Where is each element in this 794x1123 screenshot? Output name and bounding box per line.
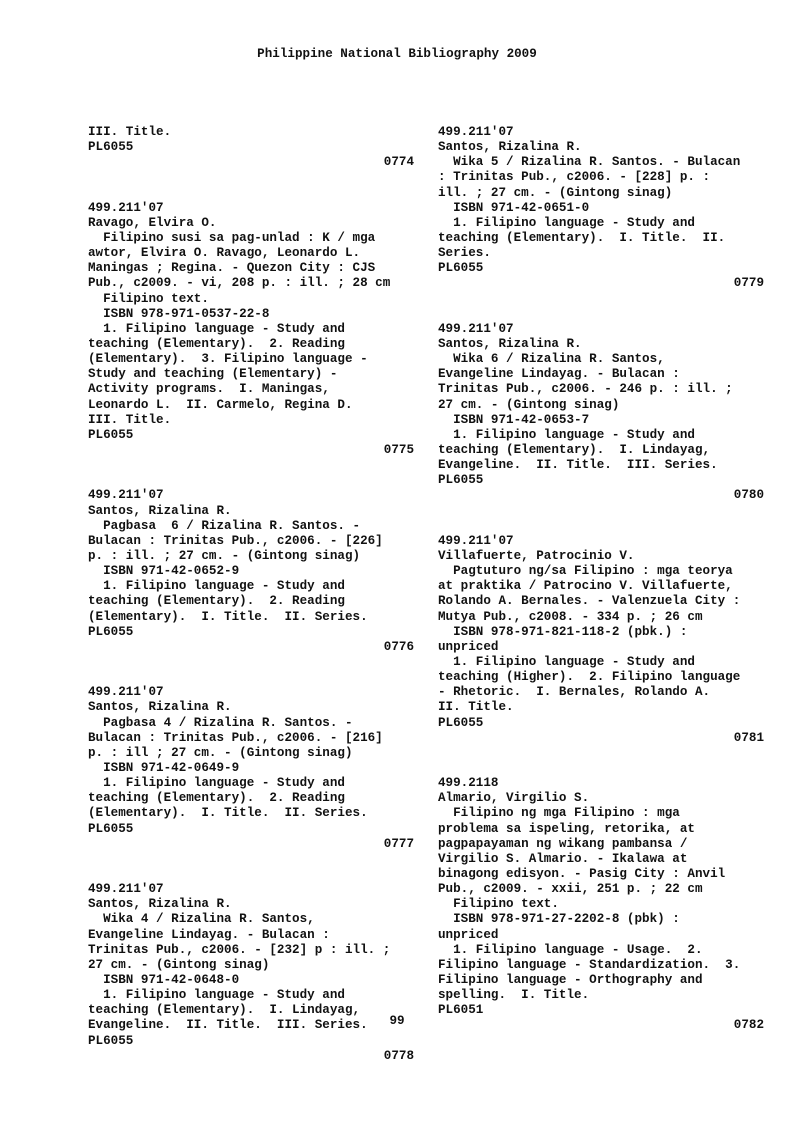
entry-line: Pagtuturo ng/sa Filipino : mga teorya — [438, 564, 733, 579]
entry-line: teaching (Elementary). I. Title. II. — [438, 230, 726, 245]
entry-line: PL6051 — [438, 1003, 484, 1018]
entry-line: ISBN 978-971-0537-22-8 — [88, 306, 270, 321]
entry-line: Santos, Rizalina R. — [438, 140, 582, 155]
entry-line: Filipino text. — [88, 291, 209, 306]
entry-line: Filipino language - Standardization. 3. — [438, 957, 741, 972]
entry-line: PL6055 — [88, 624, 134, 639]
entry-line: 1. Filipino language - Study and — [438, 427, 695, 442]
entry-line: 27 cm. - (Gintong sinag) — [438, 397, 620, 412]
entry-line: 1. Filipino language - Study and — [88, 988, 345, 1003]
entry-spacer — [438, 746, 764, 776]
bibliographic-entry — [438, 125, 764, 292]
entry-line: p. : ill. ; 27 cm. - (Gintong sinag) — [88, 548, 361, 563]
entry-line: PL6055 — [88, 140, 134, 155]
entry-number: 0782 — [733, 1018, 764, 1033]
bibliographic-entry — [88, 488, 414, 655]
entry-line: teaching (Elementary). 2. Reading — [88, 336, 345, 351]
entry-number: 0781 — [733, 730, 764, 745]
entry-line: p. : ill ; 27 cm. - (Gintong sinag) — [88, 745, 353, 760]
entry-line: : Trinitas Pub., c2006. - [228] p. : — [438, 170, 711, 185]
bibliographic-entry — [438, 776, 764, 1033]
entry-line: binagong edisyon. - Pasig City : Anvil — [438, 866, 726, 881]
entry-line: awtor, Elvira O. Ravago, Leonardo L. — [88, 246, 361, 261]
entry-line: PL6055 — [88, 821, 134, 836]
entry-line: unpriced — [438, 639, 499, 654]
entry-line: teaching (Elementary). 2. Reading — [88, 791, 345, 806]
entry-line: Evangeline Lindayag. - Bulacan : — [88, 927, 330, 942]
entry-line: Evangeline. II. Title. III. Series. — [88, 1018, 368, 1033]
entry-line: Pub., c2009. - xxii, 251 p. ; 22 cm — [438, 882, 703, 897]
entry-line: PL6055 — [438, 261, 484, 276]
entry-line: (Elementary). I. Title. II. Series. — [88, 609, 368, 624]
entry-line: ISBN 971-42-0649-9 — [88, 760, 240, 775]
entry-line: (Elementary). 3. Filipino language - — [88, 352, 368, 367]
entry-line: Bulacan : Trinitas Pub., c2006. - [226] — [88, 533, 383, 548]
entry-number: 0779 — [733, 276, 764, 291]
entry-line: Rolando A. Bernales. - Valenzuela City : — [438, 594, 741, 609]
entry-line: Evangeline. II. Title. III. Series. — [438, 458, 718, 473]
entry-line: 1. Filipino language - Usage. 2. — [438, 942, 703, 957]
bibliographic-entry — [438, 534, 764, 746]
entry-line: Santos, Rizalina R. — [438, 336, 582, 351]
entry-line: III. Title. — [88, 125, 172, 139]
entry-number: 0774 — [383, 155, 414, 170]
entry-line: (Elementary). I. Title. II. Series. — [88, 806, 368, 821]
entry-spacer — [88, 458, 414, 488]
entry-line: II. Title. — [438, 700, 514, 715]
bibliographic-entry — [438, 322, 764, 504]
entry-line: Ravago, Elvira O. — [88, 215, 217, 230]
entry-line: PL6055 — [438, 473, 484, 488]
entry-line: 499.211'07 — [88, 488, 164, 503]
entry-line: Wika 5 / Rizalina R. Santos. - Bulacan — [438, 155, 741, 170]
entry-line: Virgilio S. Almario. - Ikalawa at — [438, 851, 688, 866]
entry-line: Trinitas Pub., c2006. - [232] p : ill. ; — [88, 942, 391, 957]
entry-line: 27 cm. - (Gintong sinag) — [88, 957, 270, 972]
entry-line: Villafuerte, Patrocinio V. — [438, 548, 635, 563]
entry-spacer — [88, 655, 414, 685]
bibliographic-entry — [88, 882, 414, 1064]
entry-line: 499.2118 — [438, 776, 499, 791]
entry-line: 1. Filipino language - Study and — [88, 321, 345, 336]
entry-line: 1. Filipino language - Study and — [88, 579, 345, 594]
bibliographic-entry — [88, 201, 414, 458]
entry-spacer — [88, 170, 414, 200]
entry-line: Bulacan : Trinitas Pub., c2006. - [216] — [88, 730, 383, 745]
entry-spacer — [88, 852, 414, 882]
entry-number: 0775 — [383, 442, 414, 457]
bibliographic-entry — [88, 125, 414, 170]
entry-line: Mutya Pub., c2008. - 334 p. ; 26 cm — [438, 609, 703, 624]
entry-line: 499.211'07 — [88, 200, 164, 215]
entry-line: PL6055 — [88, 427, 134, 442]
page-header: Philippine National Bibliography 2009 — [257, 47, 537, 61]
entry-line: teaching (Higher). 2. Filipino language — [438, 670, 741, 685]
entry-line: teaching (Elementary). I. Lindayag, — [438, 442, 711, 457]
entry-line: PL6055 — [88, 1033, 134, 1048]
entry-line: ISBN 971-42-0648-0 — [88, 972, 240, 987]
bibliographic-entry — [88, 685, 414, 852]
entry-line: teaching (Elementary). 2. Reading — [88, 594, 345, 609]
entry-line: Leonardo L. II. Carmelo, Regina D. — [88, 397, 353, 412]
entry-line: Study and teaching (Elementary) - — [88, 367, 338, 382]
entry-line: ill. ; 27 cm. - (Gintong sinag) — [438, 185, 673, 200]
entry-spacer — [438, 292, 764, 322]
entry-number: 0778 — [383, 1048, 414, 1063]
right-column — [438, 125, 764, 1033]
entry-line: ISBN 971-42-0652-9 — [88, 564, 240, 579]
entry-line: 1. Filipino language - Study and — [438, 654, 695, 669]
entry-line: 1. Filipino language - Study and — [88, 776, 345, 791]
entry-line: ISBN 971-42-0651-0 — [438, 200, 590, 215]
entry-line: Pub., c2009. - vi, 208 p. : ill. ; 28 cm — [88, 276, 391, 291]
entry-line: pagpapayaman ng wikang pambansa / — [438, 836, 688, 851]
entry-line: 1. Filipino language - Study and — [438, 215, 695, 230]
entry-line: Wika 4 / Rizalina R. Santos, — [88, 912, 315, 927]
entry-spacer — [438, 504, 764, 534]
entry-line: ISBN 971-42-0653-7 — [438, 412, 590, 427]
entry-line: Almario, Virgilio S. — [438, 791, 590, 806]
entry-line: Santos, Rizalina R. — [88, 700, 232, 715]
entry-line: at praktika / Patrocino V. Villafuerte, — [438, 579, 733, 594]
entry-line: teaching (Elementary). I. Lindayag, — [88, 1003, 361, 1018]
page-number: 99 — [389, 1014, 405, 1028]
entry-line: 499.211'07 — [88, 882, 164, 897]
entry-line: spelling. I. Title. — [438, 988, 590, 1003]
entry-line: Pagbasa 4 / Rizalina R. Santos. - — [88, 715, 353, 730]
entry-line: 499.211'07 — [88, 685, 164, 700]
entry-line: 499.211'07 — [438, 125, 514, 139]
entry-number: 0776 — [383, 639, 414, 654]
entry-line: unpriced — [438, 927, 499, 942]
entry-line: Series. — [438, 246, 491, 261]
entry-line: 499.211'07 — [438, 321, 514, 336]
entry-line: Trinitas Pub., c2006. - 246 p. : ill. ; — [438, 382, 733, 397]
entry-line: Santos, Rizalina R. — [88, 503, 232, 518]
entry-line: Pagbasa 6 / Rizalina R. Santos. - — [88, 518, 361, 533]
entry-line: Filipino susi sa pag-unlad : K / mga — [88, 231, 376, 245]
entry-line: Maningas ; Regina. - Quezon City : CJS — [88, 261, 376, 276]
entry-line: ISBN 978-971-27-2202-8 (pbk) : — [438, 912, 680, 927]
entry-line: Santos, Rizalina R. — [88, 897, 232, 912]
entry-line: 499.211'07 — [438, 533, 514, 548]
entry-number: 0777 — [383, 836, 414, 851]
left-column — [88, 125, 414, 1064]
entry-line: Filipino language - Orthography and — [438, 972, 703, 987]
entry-line: III. Title. — [88, 412, 172, 427]
entry-line: Activity programs. I. Maningas, — [88, 382, 330, 397]
entry-line: Filipino ng mga Filipino : mga — [438, 806, 680, 821]
entry-line: problema sa ispeling, retorika, at — [438, 821, 695, 836]
entry-line: Evangeline Lindayag. - Bulacan : — [438, 367, 680, 382]
entry-line: Filipino text. — [438, 897, 559, 912]
entry-line: - Rhetoric. I. Bernales, Rolando A. — [438, 685, 711, 700]
entry-number: 0780 — [733, 488, 764, 503]
entry-line: ISBN 978-971-821-118-2 (pbk.) : — [438, 624, 688, 639]
entry-line: Wika 6 / Rizalina R. Santos, — [438, 352, 665, 367]
entry-line: PL6055 — [438, 715, 484, 730]
